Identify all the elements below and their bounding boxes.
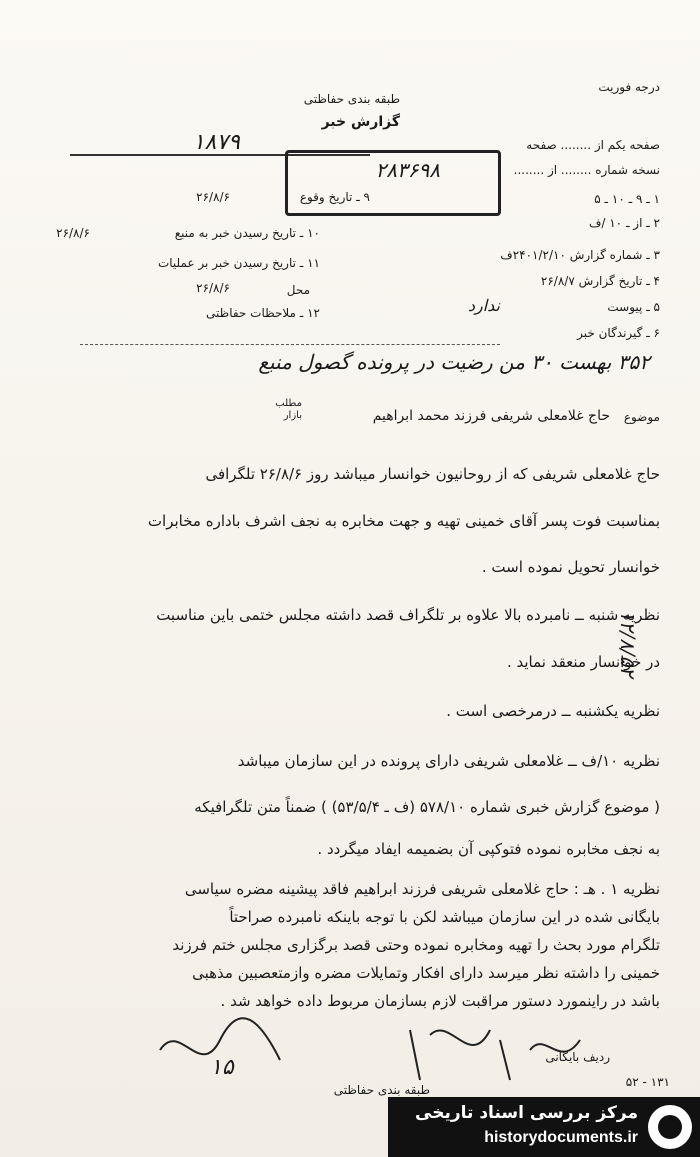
- field-6: ۶ ـ گیرندگان خبر: [577, 326, 660, 340]
- opinion-line-3: نظریه یکشنبه ــ درمرخصی است .: [446, 702, 660, 720]
- report-number-handwritten: ۱۸۷۹: [192, 130, 240, 155]
- place-label: محل: [286, 283, 310, 297]
- serial-handwritten: ۲۸۳۶۹۸: [375, 158, 440, 182]
- source-date-value: ۲۶/۸/۶: [56, 226, 90, 240]
- footer-code: ۱۳۱ - ۵۲: [625, 1075, 670, 1089]
- body-line-2: بمناسبت فوت پسر آقای خمینی تهیه و جهت مخابره به نجف اشرف باداره مخابرات: [147, 512, 660, 530]
- body-line-3: خوانسار تحویل نموده است .: [481, 558, 660, 576]
- final-opinion-line-3: تلگرام مورد بحث را تهیه ومخابره نموده وحتی قصد برگزاری مجلس ختم فرزند: [172, 936, 660, 954]
- opinion-line-1: نظریه شنبه ــ نامبرده بالا علاوه بر تلگراف قصد داشته مجلس ختمی باین مناسبت: [156, 606, 660, 624]
- event-date-label: ۹ ـ تاریخ وقوع: [299, 190, 370, 204]
- stamp-box: [285, 150, 501, 216]
- attachment-value: ندارد: [467, 296, 500, 315]
- body-line-1: حاج غلامعلی شریفی که از روحانیون خوانسار میباشد روز ۲۶/۸/۶ تلگرافی: [205, 465, 660, 483]
- report-title: گزارش خبر: [321, 114, 400, 130]
- subject-label: موضوع: [623, 410, 660, 424]
- subject-side-note: مطلب بازار: [275, 398, 302, 421]
- footer-classification: طبقه بندی حفاظتی: [333, 1083, 430, 1097]
- final-opinion-line-1: نظریه ۱ . هـ : حاج غلامعلی شریفی فرزند ابراهیم فاقد پیشینه مضره سیاسی: [184, 880, 660, 898]
- opinion-line-4: نظریه ۱۰/ف ــ غلامعلی شریفی دارای پرونده در این سازمان میباشد: [237, 752, 660, 770]
- place-value: ۲۶/۸/۶: [196, 281, 230, 295]
- field-2: ۲ ـ از ـ ۱۰ /ف: [588, 216, 660, 230]
- ops-date-label: ۱۱ ـ تاریخ رسیدن خبر بر عملیات: [157, 256, 320, 270]
- footer-handwritten-number: ۱۵: [210, 1055, 234, 1080]
- archive-logo-icon: [648, 1105, 692, 1149]
- field-4: ۴ ـ تاریخ گزارش ۲۶/۸/۷: [540, 274, 660, 288]
- dotted-line: [80, 344, 500, 345]
- opinion-line-2: در خوانسار منعقد نماید .: [506, 653, 660, 671]
- field-5: ۵ ـ پیوست: [607, 300, 660, 314]
- handwritten-reference: ۳۵۲ بهست ۳۰ من رضیت در پرونده گصول منبع: [258, 350, 650, 374]
- final-opinion-line-5: باشد در راینمورد دستور مراقبت لازم بسازمان مربوط داده خواهد شد .: [220, 992, 660, 1010]
- watermark-banner: [388, 1097, 700, 1157]
- event-date-value: ۲۶/۸/۶: [196, 190, 230, 204]
- copies-line: نسخه شماره ........ از ........: [513, 163, 660, 177]
- opinion-line-6: به نجف مخابره نموده فتوکپی آن بضمیمه ایفاد میگردد .: [317, 840, 660, 858]
- classification-header: طبقه بندی حفاظتی: [303, 92, 400, 106]
- security-notes-label: ۱۲ ـ ملاحظات حفاظتی: [206, 306, 320, 320]
- field-1: ۱ ـ ۹ ـ ۱۰ ـ ۵: [594, 192, 660, 206]
- opinion-line-5: ( موضوع گزارش خبری شماره ۵۷۸/۱۰ (ف ـ ۵۳/۵/۴) ) ضمناً متن تلگرافیکه: [194, 798, 660, 816]
- field-3: ۳ ـ شماره گزارش ۲۴۰۱/۲/۱۰ف: [500, 248, 660, 262]
- vertical-handwritten-note: ۱۲/۸/۵۲: [616, 610, 640, 678]
- final-opinion-line-2: بایگانی شده در این سازمان میباشد لکن با توجه باینکه نامبرده صراحتاً: [229, 908, 660, 926]
- source-date-label: ۱۰ ـ تاریخ رسیدن خبر به منبع: [174, 226, 320, 240]
- archive-title: مرکز بررسی اسناد تاریخی: [415, 1103, 638, 1123]
- page-line: صفحه یکم از ........ صفحه: [526, 138, 660, 152]
- final-opinion-line-4: خمینی را داشته نظر میرسد دارای افکار وتمایلات مضره وازمتعصبین مذهبی: [192, 964, 660, 982]
- priority-label: درجه فوریت: [598, 80, 660, 94]
- subject-text: حاج غلامعلی شریفی فرزند محمد ابراهیم: [372, 408, 610, 424]
- footer-archive-label: ردیف بایگانی: [545, 1050, 610, 1064]
- archive-url: historydocuments.ir: [484, 1129, 638, 1146]
